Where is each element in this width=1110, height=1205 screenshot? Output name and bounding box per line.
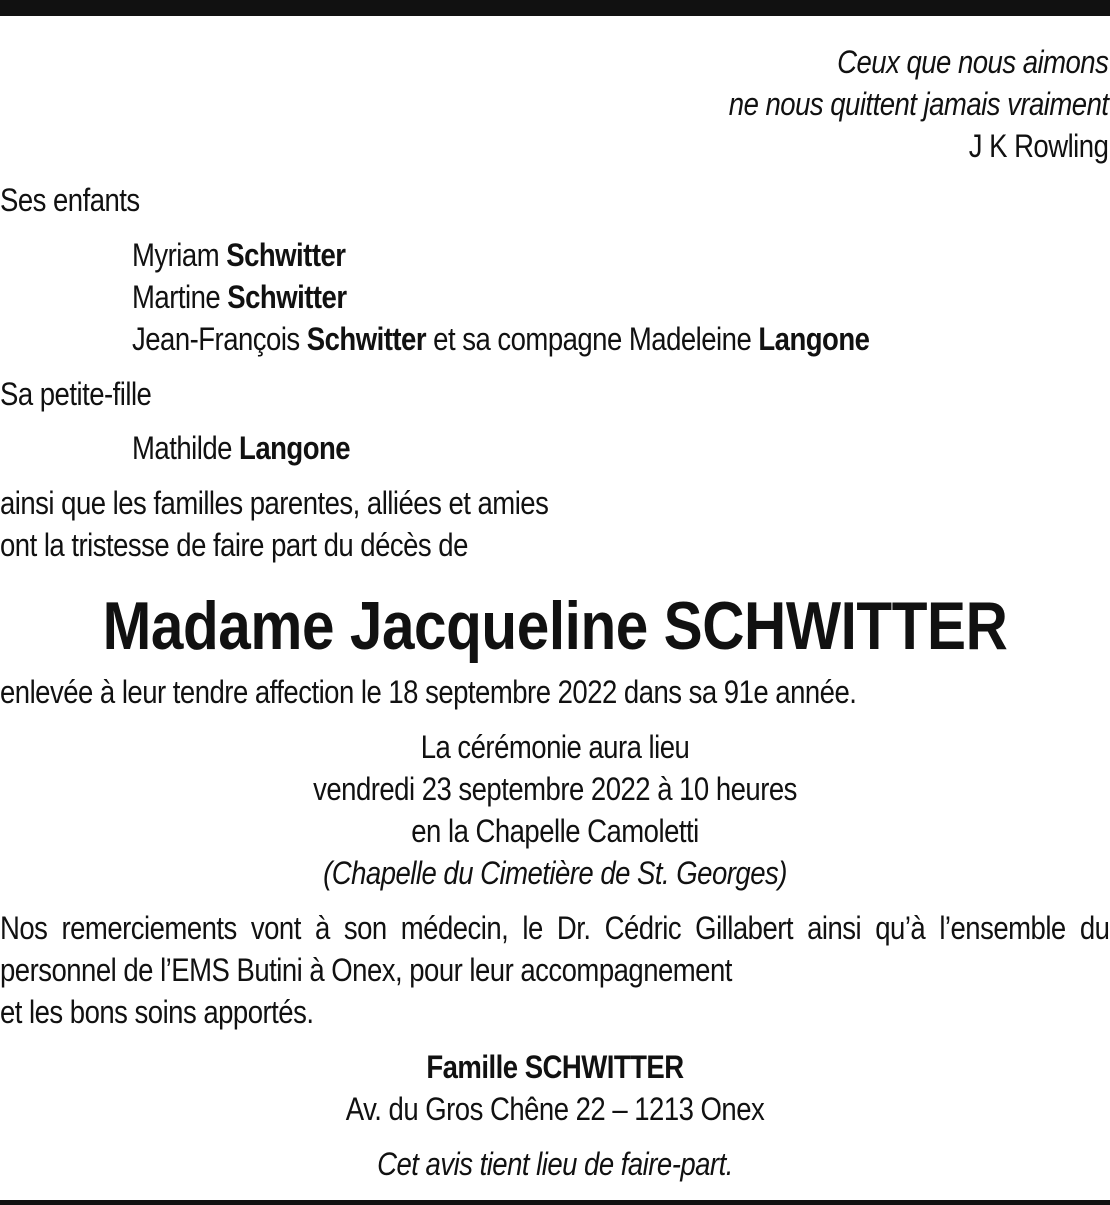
- quote-line-2: ne nous quittent jamais vraiment: [728, 86, 1108, 122]
- child-entry: [132, 319, 869, 359]
- thanks-paragraph: [0, 907, 1109, 1033]
- top-rule: [0, 0, 1110, 16]
- bottom-rule: [0, 1200, 1110, 1205]
- child-first-name: Jean-François: [132, 321, 300, 357]
- grandchild-first-name: Mathilde: [132, 430, 232, 466]
- thanks-body: Nos remerciements vont à son médecin, le Dr. Cédric Gillabert ainsi qu’à l’ensemble du personnel de l’EMS Butini à Onex, pour leur accompagnement: [0, 910, 1110, 988]
- ceremony-line-4: (Chapelle du Cimetière de St. Georges): [323, 855, 787, 891]
- child-last-name: Schwitter: [226, 237, 346, 273]
- partner-connector: et sa compagne Madeleine: [433, 321, 752, 357]
- grandchild-last-name: Langone: [239, 430, 351, 466]
- grandchild-heading: Sa petite-fille: [0, 376, 152, 412]
- ceremony-line-3: en la Chapelle Camoletti: [411, 813, 699, 849]
- footer-note: Cet avis tient lieu de faire-part.: [377, 1146, 733, 1182]
- partner-last-name: Langone: [758, 321, 870, 357]
- child-entry: [132, 277, 347, 317]
- quote-author: J K Rowling: [968, 128, 1108, 164]
- family-signature: Famille SCHWITTER: [426, 1049, 684, 1085]
- child-last-name: Schwitter: [227, 279, 347, 315]
- announcement-line-1: ainsi que les familles parentes, alliées et amies: [0, 485, 549, 521]
- passing-line: enlevée à leur tendre affection le 18 septembre 2022 dans sa 91e année.: [0, 674, 857, 710]
- family-address: Av. du Gros Chêne 22 – 1213 Onex: [345, 1091, 765, 1127]
- child-entry: [132, 235, 345, 275]
- child-last-name: Schwitter: [306, 321, 427, 357]
- deceased-name: Madame Jacqueline SCHWITTER: [102, 588, 1008, 664]
- child-first-name: Myriam: [132, 237, 220, 273]
- ceremony-line-1: La cérémonie aura lieu: [420, 729, 690, 765]
- children-heading: Ses enfants: [0, 182, 140, 218]
- child-first-name: Martine: [132, 279, 221, 315]
- quote-line-1: Ceux que nous aimons: [836, 44, 1108, 80]
- thanks-last-line: et les bons soins apportés.: [0, 994, 314, 1030]
- ceremony-line-2: vendredi 23 septembre 2022 à 10 heures: [313, 771, 797, 807]
- announcement-line-2: ont la tristesse de faire part du décès de: [0, 527, 468, 563]
- grandchild-entry: [132, 428, 350, 468]
